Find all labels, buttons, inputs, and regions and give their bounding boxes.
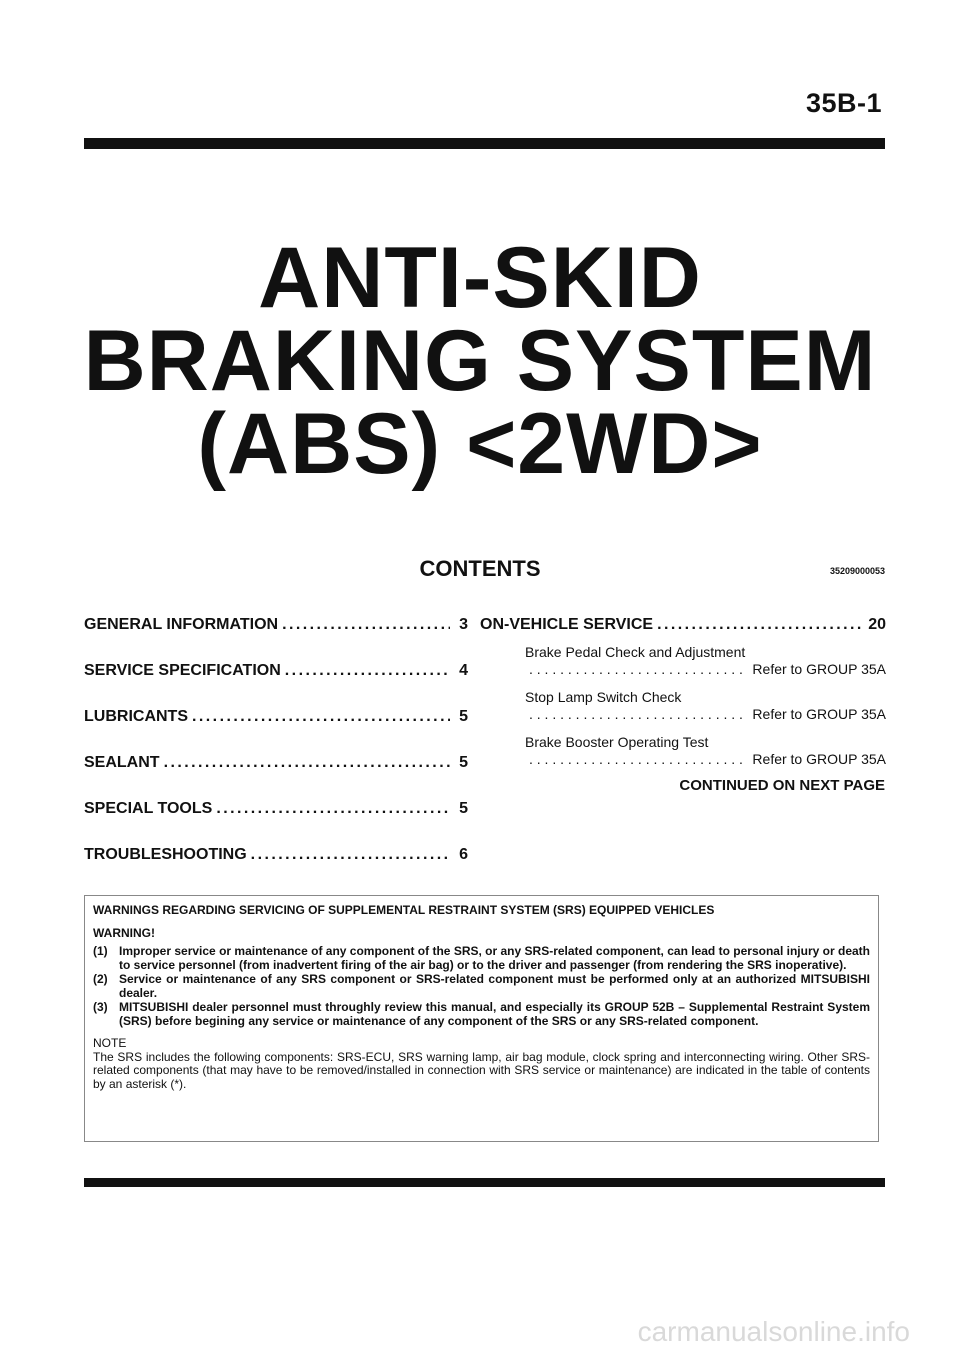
- toc-sub-entry-ref: Refer to GROUP 35A: [752, 706, 886, 722]
- toc-section-entry[interactable]: [480, 616, 886, 644]
- continued-notice: CONTINUED ON NEXT PAGE: [679, 777, 885, 794]
- toc-entry[interactable]: [84, 846, 468, 892]
- warning-item-text: Improper service or maintenance of any component of the SRS, or any SRS-related component, can lead to personal injury or death to service personnel (from inadvertent firing of the air bag) or to the driver and passenger (from rendering the SRS inoperative).: [119, 944, 870, 972]
- toc-left-column: [84, 616, 468, 892]
- toc-sub-entry-ref: Refer to GROUP 35A: [752, 751, 886, 767]
- warning-item-number: (1): [93, 944, 108, 958]
- toc-leader-dots: [285, 662, 450, 680]
- warning-item: [93, 973, 870, 1000]
- toc-entry-page: 3: [459, 616, 468, 633]
- toc-entry-label: SERVICE SPECIFICATION: [84, 662, 281, 679]
- toc-sub-entry[interactable]: [525, 734, 886, 768]
- warning-item: [93, 1001, 870, 1028]
- toc-entry[interactable]: [84, 708, 468, 754]
- toc-leader-dots: [192, 708, 450, 726]
- toc-sub-entry[interactable]: [525, 644, 886, 678]
- toc-leader-dots: [282, 616, 450, 634]
- warning-label: WARNING!: [93, 925, 155, 940]
- warning-item-number: (2): [93, 972, 108, 986]
- toc-entry[interactable]: [84, 616, 468, 662]
- toc-sub-entry[interactable]: [525, 689, 886, 723]
- warning-item-text: MITSUBISHI dealer personnel must throughly review this manual, and especially its GROUP 52B – Supplemental Restraint System (SRS) before begining any service or maintenance of any component of the SRS or any SRS-related component.: [119, 1000, 870, 1028]
- toc-entry-label: ON-VEHICLE SERVICE: [480, 616, 654, 633]
- toc-entry-page: 6: [459, 846, 468, 863]
- toc-leader-dots: [529, 661, 748, 678]
- warning-heading: WARNINGS REGARDING SERVICING OF SUPPLEMENTAL RESTRAINT SYSTEM (SRS) EQUIPPED VEHICLES: [93, 903, 715, 917]
- warning-item-text: Service or maintenance of any SRS component or SRS-related component must be performed only at an authorized MITSUBISHI dealer.: [119, 972, 870, 1000]
- toc-entry[interactable]: [84, 662, 468, 708]
- toc-leader-dots: [657, 616, 864, 634]
- toc-leader-dots: [216, 800, 450, 818]
- contents-heading: CONTENTS: [419, 556, 541, 581]
- toc-entry-page: 5: [459, 708, 468, 725]
- toc-entry-page: 4: [459, 662, 468, 679]
- document-code: 35209000053: [829, 566, 885, 576]
- toc-sub-entry-title: Stop Lamp Switch Check: [525, 689, 682, 705]
- toc-entry-label: SPECIAL TOOLS: [84, 800, 213, 817]
- note-label: NOTE: [93, 1036, 127, 1050]
- toc-leader-dots: [529, 706, 748, 723]
- toc-entry-page: 5: [459, 800, 468, 817]
- toc-leader-dots: [164, 754, 450, 772]
- srs-warning-box: [84, 895, 879, 1142]
- toc-entry-page: 5: [459, 754, 468, 771]
- toc-entry[interactable]: [84, 754, 468, 800]
- toc-leader-dots: [251, 846, 450, 864]
- toc-sub-entry-title: Brake Pedal Check and Adjustment: [525, 644, 746, 660]
- toc-sub-entry-title: Brake Booster Operating Test: [525, 734, 709, 750]
- page-number: 35B-1: [805, 88, 882, 118]
- toc-entry-page: 20: [868, 616, 886, 633]
- toc-entry-label: SEALANT: [84, 754, 160, 771]
- toc-entry[interactable]: [84, 800, 468, 846]
- toc-leader-dots: [529, 751, 748, 768]
- top-rule: [84, 138, 885, 149]
- warning-item-number: (3): [93, 1000, 108, 1014]
- title-line-1: ANTI-SKID: [258, 230, 702, 326]
- page-title: [0, 230, 960, 492]
- toc-right-column: [480, 616, 886, 779]
- note-text: The SRS includes the following components: SRS-ECU, SRS warning lamp, air bag module, clock spring and interconnecting wiring. Other SRS-related components (that may have to be removed/installed in connection with SRS service or maintenance) are indicated in the table of contents by an asterisk (*).: [93, 1049, 870, 1091]
- toc-entry-label: TROUBLESHOOTING: [84, 846, 247, 863]
- toc-entry-label: GENERAL INFORMATION: [84, 616, 279, 633]
- bottom-rule: [84, 1178, 885, 1187]
- toc-entry-label: LUBRICANTS: [84, 708, 188, 725]
- watermark: carmanualsonline.info: [637, 1316, 910, 1347]
- title-line-3: (ABS) <2WD>: [197, 396, 763, 492]
- toc-sub-entry-ref: Refer to GROUP 35A: [752, 661, 886, 677]
- warning-item: [93, 945, 870, 972]
- title-line-2: BRAKING SYSTEM: [83, 313, 877, 409]
